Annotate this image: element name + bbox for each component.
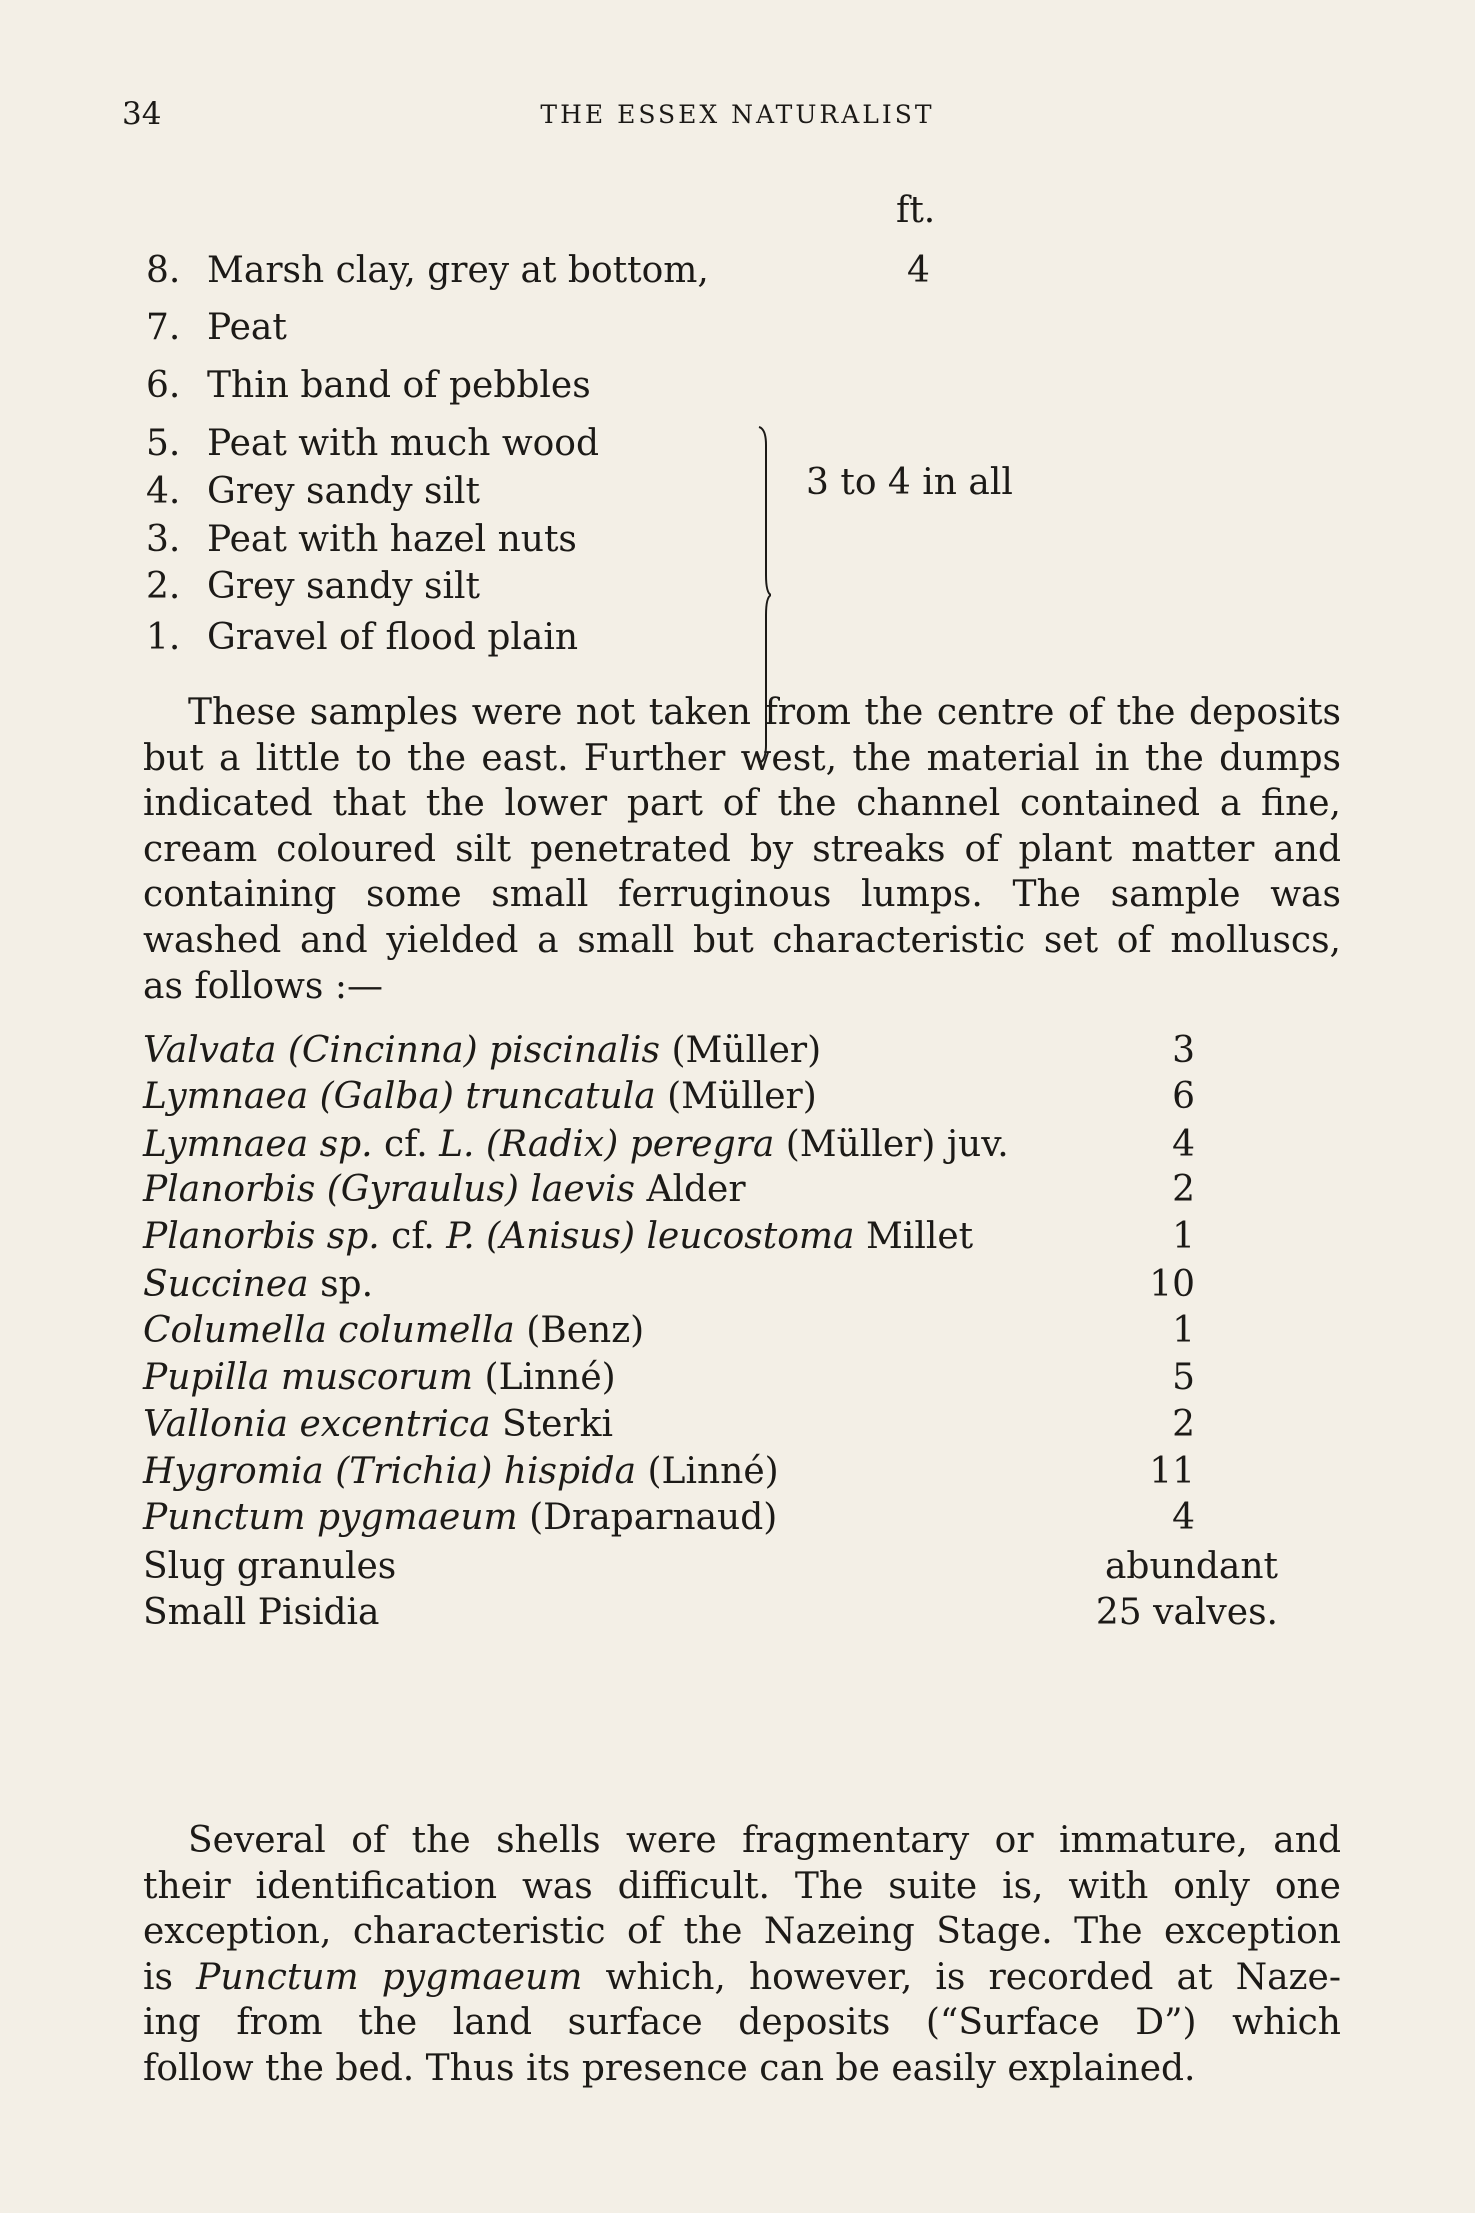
specimen-count: abundant <box>1104 1546 1278 1587</box>
layer-number: 6. <box>146 365 181 406</box>
species-name: P. (Anisus) leucostoma <box>446 1216 855 1257</box>
text-line: containing some small ferruginous lumps. The sample was <box>143 874 1341 916</box>
species-name: Punctum pygmaeum <box>196 1956 583 1998</box>
specimen-count: 3 <box>1172 1030 1195 1071</box>
paragraph-discussion <box>143 1818 1341 2092</box>
layer-item <box>146 471 480 512</box>
text-line: as follows :— <box>143 965 383 1007</box>
comparison-text: cf. <box>372 1124 440 1165</box>
species-authority: (Benz) <box>514 1310 645 1351</box>
species-authority: sp. <box>308 1264 374 1305</box>
text-line: follow the bed. Thus its presence can be easily explained. <box>143 2047 1196 2089</box>
mollusc-row <box>143 1264 373 1305</box>
comparison-text: cf. <box>379 1216 447 1257</box>
stratigraphic-section <box>0 175 1475 675</box>
specimen-count: 6 <box>1172 1076 1195 1117</box>
species-authority: (Müller) <box>655 1076 817 1117</box>
specimen-count: 1 <box>1172 1216 1195 1257</box>
layer-label: Peat with much wood <box>207 423 600 464</box>
layer-number: 3. <box>146 519 181 560</box>
layer-label: Thin band of pebbles <box>207 365 591 406</box>
species-name: Pupilla muscorum <box>143 1357 474 1398</box>
species-name: Columella columella <box>143 1310 515 1351</box>
layer-item <box>146 617 578 658</box>
text-line: indicated that the lower part of the channel contained a fine, <box>143 783 1341 825</box>
mollusc-row <box>143 1216 973 1257</box>
specimen-count: 5 <box>1172 1357 1195 1398</box>
layer-label: Peat <box>207 307 287 348</box>
layer-item <box>146 365 591 406</box>
layer-item <box>146 307 287 348</box>
layer-item <box>146 566 480 607</box>
species-name: Planorbis sp. <box>143 1216 380 1257</box>
species-name: Vallonia excentrica <box>143 1404 491 1445</box>
species-authority: Millet <box>854 1216 974 1257</box>
species-authority: Small Pisidia <box>143 1592 380 1633</box>
specimen-count: 4 <box>1172 1124 1195 1165</box>
mollusc-row <box>143 1357 616 1398</box>
specimen-count: 2 <box>1172 1404 1195 1445</box>
species-name: Succinea <box>143 1264 309 1305</box>
specimen-count: 11 <box>1149 1451 1195 1492</box>
species-name: Valvata (Cincinna) piscinalis <box>143 1030 660 1071</box>
species-authority: Sterki <box>490 1404 613 1445</box>
unit-label: ft. <box>896 190 936 231</box>
specimen-count: 1 <box>1172 1310 1195 1351</box>
running-head: THE ESSEX NATURALIST <box>540 100 935 129</box>
layer-number: 8. <box>146 250 181 291</box>
species-authority: (Linné) <box>473 1357 616 1398</box>
mollusc-row <box>143 1124 1009 1165</box>
layer-label: Gravel of flood plain <box>207 617 579 658</box>
mollusc-row <box>143 1546 396 1587</box>
layer-label: Grey sandy silt <box>207 471 480 512</box>
layer-item <box>146 423 599 464</box>
brace-label: 3 to 4 in all <box>806 462 1013 503</box>
text-line: exception, characteristic of the Nazeing Stage. The exception <box>143 1911 1341 1953</box>
layer-item <box>146 519 577 560</box>
mollusc-row <box>143 1169 746 1210</box>
text-line: but a little to the east. Further west, the material in the dumps <box>143 737 1341 779</box>
species-authority: (Müller) <box>660 1030 822 1071</box>
mollusc-row <box>143 1451 779 1492</box>
species-authority: (Linné) <box>636 1451 779 1492</box>
species-name: Punctum pygmaeum <box>143 1497 518 1538</box>
mollusc-row <box>143 1497 777 1538</box>
paragraph-samples <box>143 690 1341 1009</box>
layer-label: Grey sandy silt <box>207 566 480 607</box>
page-header <box>0 96 1475 136</box>
layer-number: 2. <box>146 566 181 607</box>
specimen-count: 25 valves. <box>1095 1592 1278 1633</box>
layer-number: 1. <box>146 617 181 658</box>
text-line: cream coloured silt penetrated by streaks of plant matter and <box>143 828 1341 870</box>
mollusc-row <box>143 1030 821 1071</box>
species-authority: (Müller) juv. <box>774 1124 1009 1165</box>
species-name: Lymnaea sp. <box>143 1124 373 1165</box>
specimen-count: 2 <box>1172 1169 1195 1210</box>
specimen-count: 4 <box>1172 1497 1195 1538</box>
page-number: 34 <box>122 96 162 132</box>
text-line: is Punctum pygmaeum which, however, is recorded at Naze- <box>143 1956 1341 1998</box>
layer-number: 5. <box>146 423 181 464</box>
layer-label: Peat with hazel nuts <box>207 519 577 560</box>
text-line: their identification was difficult. The suite is, with only one <box>143 1865 1341 1907</box>
layer-thickness: 4 <box>907 250 930 291</box>
mollusc-row <box>143 1592 379 1633</box>
species-authority: Slug granules <box>143 1546 397 1587</box>
text-line: ing from the land surface deposits (“Surface D”) which <box>143 2002 1341 2044</box>
mollusc-row <box>143 1076 817 1117</box>
species-name: Lymnaea (Galba) truncatula <box>143 1076 656 1117</box>
species-name: Planorbis (Gyraulus) laevis <box>143 1169 636 1210</box>
layer-label: Marsh clay, grey at bottom, <box>207 250 709 291</box>
specimen-count: 10 <box>1149 1264 1195 1305</box>
layer-item <box>146 250 709 291</box>
species-authority: (Draparnaud) <box>517 1497 778 1538</box>
species-authority: Alder <box>635 1169 746 1210</box>
species-name: L. (Radix) peregra <box>439 1124 775 1165</box>
layer-number: 7. <box>146 307 181 348</box>
species-name: Hygromia (Trichia) hispida <box>143 1451 637 1492</box>
layer-number: 4. <box>146 471 181 512</box>
text-line: These samples were not taken from the centre of the deposits <box>188 692 1341 733</box>
mollusc-row <box>143 1310 644 1351</box>
text-line: Several of the shells were fragmentary or immature, and <box>188 1820 1341 1861</box>
mollusc-row <box>143 1404 613 1445</box>
text-line: washed and yielded a small but characteristic set of molluscs, <box>143 919 1341 961</box>
